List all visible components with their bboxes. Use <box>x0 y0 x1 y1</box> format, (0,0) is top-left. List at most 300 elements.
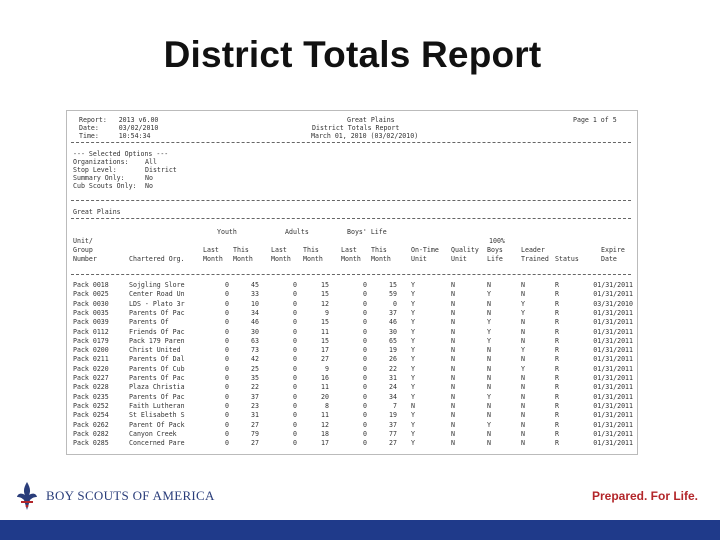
table-cell: 03/31/2010 <box>593 299 633 308</box>
table-cell: 59 <box>389 290 397 299</box>
table-cell: N <box>451 299 455 308</box>
table-cell: 15 <box>321 336 329 345</box>
table-cell: 77 <box>389 429 397 438</box>
table-cell: 0 <box>225 392 229 401</box>
table-cell: 01/31/2011 <box>593 290 633 299</box>
table-cell: Pack 0025 <box>73 290 109 299</box>
table-cell: 0 <box>225 318 229 327</box>
table-cell: 25 <box>251 364 259 373</box>
table-cell: LDS - Plato 3r <box>129 299 185 308</box>
column-header: Month <box>303 255 323 263</box>
table-cell: 0 <box>293 374 297 382</box>
table-cell: 10 <box>251 299 259 308</box>
table-cell: N <box>521 355 525 364</box>
table-cell: N <box>451 401 455 410</box>
table-cell: 0 <box>225 336 229 345</box>
table-cell: Pack 0200 <box>73 346 109 355</box>
report-header-center-3: March 01, 2010 (03/02/2010) <box>311 132 419 140</box>
table-cell: 11 <box>321 383 329 392</box>
table-cell: 18 <box>321 429 329 438</box>
table-cell: 01/31/2011 <box>593 411 633 420</box>
table-cell: 45 <box>251 281 259 289</box>
table-cell: 0 <box>363 318 367 327</box>
column-header: Trained <box>521 255 549 263</box>
table-cell: 0 <box>363 401 367 410</box>
table-cell: Parents Of <box>129 318 169 327</box>
table-cell: Y <box>487 392 491 401</box>
option-value: All <box>145 158 157 166</box>
table-cell: N <box>487 281 491 289</box>
table-cell: 79 <box>251 429 259 438</box>
table-cell: Pack 0030 <box>73 299 109 308</box>
table-cell: 01/31/2011 <box>593 318 633 327</box>
column-header: Last <box>203 246 219 254</box>
table-cell: Y <box>411 355 415 364</box>
table-cell: 0 <box>363 392 367 401</box>
table-cell: Y <box>411 439 415 448</box>
table-cell: 01/31/2011 <box>593 346 633 355</box>
table-cell: 0 <box>293 392 297 401</box>
table-cell: Pack 0285 <box>73 439 109 448</box>
bottom-bar <box>0 520 720 540</box>
table-cell: N <box>451 327 455 336</box>
table-cell: N <box>451 392 455 401</box>
table-cell: 23 <box>251 401 259 410</box>
table-cell: Y <box>487 318 491 327</box>
table-cell: 31 <box>389 374 397 382</box>
table-cell: 7 <box>393 401 397 410</box>
slide-title: District Totals Report <box>163 34 542 75</box>
table-cell: Y <box>411 420 415 429</box>
table-cell: R <box>555 355 559 364</box>
table-cell: Y <box>411 411 415 420</box>
table-cell: Y <box>521 308 525 317</box>
divider <box>71 200 631 201</box>
table-cell: Parents Of Pac <box>129 392 185 401</box>
column-header: Boys <box>487 246 503 254</box>
table-cell: 0 <box>225 327 229 336</box>
table-cell: R <box>555 336 559 345</box>
table-cell: R <box>555 290 559 299</box>
table-cell: Canyon Creek <box>129 429 177 438</box>
table-cell: Faith Lutheran <box>129 401 185 410</box>
table-cell: 0 <box>363 299 367 308</box>
table-cell: Pack 0220 <box>73 364 109 373</box>
table-cell: Parents Of Pac <box>129 374 185 382</box>
table-cell: N <box>487 299 491 308</box>
divider <box>71 274 631 275</box>
divider <box>71 218 631 219</box>
table-cell: Christ United <box>129 346 181 355</box>
table-cell: 0 <box>293 346 297 355</box>
option-label: Stop Level: <box>73 166 117 174</box>
column-header: Group <box>73 246 93 254</box>
divider <box>71 142 631 143</box>
table-cell: N <box>451 336 455 345</box>
table-cell: Parents Of Cub <box>129 364 185 373</box>
table-cell: 0 <box>363 383 367 392</box>
table-cell: Pack 0112 <box>73 327 109 336</box>
table-cell: R <box>555 318 559 327</box>
table-cell: N <box>487 383 491 392</box>
table-cell: N <box>521 429 525 438</box>
table-cell: 24 <box>389 383 397 392</box>
table-cell: 12 <box>321 420 329 429</box>
table-cell: 0 <box>225 401 229 410</box>
table-cell: 27 <box>251 439 259 448</box>
table-cell: N <box>451 281 455 289</box>
table-cell: 34 <box>389 392 397 401</box>
column-header: This <box>233 246 249 254</box>
table-cell: 01/31/2011 <box>593 281 633 289</box>
table-cell: 16 <box>321 374 329 382</box>
table-cell: Pack 0252 <box>73 401 109 410</box>
table-cell: N <box>487 364 491 373</box>
option-value: No <box>145 174 153 182</box>
table-cell: R <box>555 439 559 448</box>
table-cell: Y <box>411 392 415 401</box>
table-cell: 0 <box>293 429 297 438</box>
table-cell: 0 <box>293 420 297 429</box>
table-cell: 0 <box>363 281 367 289</box>
table-cell: 19 <box>389 346 397 355</box>
table-cell: 0 <box>363 439 367 448</box>
table-cell: N <box>521 336 525 345</box>
table-cell: Y <box>411 281 415 289</box>
table-cell: 0 <box>363 420 367 429</box>
table-cell: 27 <box>251 420 259 429</box>
table-cell: R <box>555 429 559 438</box>
table-cell: 01/31/2011 <box>593 355 633 364</box>
table-cell: N <box>487 374 491 382</box>
column-header: Status <box>555 255 579 263</box>
table-cell: 37 <box>389 308 397 317</box>
table-cell: R <box>555 327 559 336</box>
table-cell: Y <box>521 299 525 308</box>
table-cell: 73 <box>251 346 259 355</box>
table-cell: N <box>451 290 455 299</box>
table-cell: 0 <box>225 281 229 289</box>
table-cell: 65 <box>389 336 397 345</box>
table-cell: Pack 0035 <box>73 308 109 317</box>
table-cell: Parents Of Pac <box>129 308 185 317</box>
table-cell: 0 <box>363 308 367 317</box>
table-cell: N <box>451 374 455 382</box>
table-cell: Center Road Un <box>129 290 185 299</box>
table-cell: 0 <box>293 401 297 410</box>
table-cell: 0 <box>363 429 367 438</box>
selected-options-title: --- Selected Options --- <box>73 150 169 158</box>
option-label: Cub Scouts Only: <box>73 182 137 190</box>
table-cell: Parent Of Pack <box>129 420 185 429</box>
column-header: Unit <box>411 255 427 263</box>
table-cell: Pack 0018 <box>73 281 109 289</box>
report-header-left-3: Time: 10:54:34 <box>79 132 151 140</box>
table-cell: Pack 0179 <box>73 336 109 345</box>
table-cell: 63 <box>251 336 259 345</box>
column-header: Month <box>341 255 361 263</box>
option-value: District <box>145 166 177 174</box>
table-cell: 12 <box>321 299 329 308</box>
group-header-youth: Youth <box>217 228 237 236</box>
column-header: This <box>371 246 387 254</box>
column-header: Quality <box>451 246 479 254</box>
bsa-fleur-de-lis-icon <box>14 481 40 511</box>
table-cell: 22 <box>251 383 259 392</box>
table-cell: 0 <box>293 439 297 448</box>
table-cell: 01/31/2011 <box>593 392 633 401</box>
table-cell: N <box>451 308 455 317</box>
table-cell: 0 <box>225 429 229 438</box>
council-name: Great Plains <box>73 208 121 216</box>
table-cell: 8 <box>325 401 329 410</box>
table-cell: R <box>555 281 559 289</box>
table-cell: 0 <box>225 439 229 448</box>
table-cell: 0 <box>363 355 367 364</box>
table-cell: 0 <box>225 308 229 317</box>
group-header-adults: Adults <box>285 228 309 236</box>
table-cell: Parents Of Dal <box>129 355 185 364</box>
table-cell: 0 <box>225 346 229 355</box>
table-cell: 0 <box>363 346 367 355</box>
table-cell: 0 <box>293 364 297 373</box>
table-cell: N <box>521 439 525 448</box>
table-cell: R <box>555 383 559 392</box>
table-cell: St Elisabeth S <box>129 411 185 420</box>
group-header-boys-life: Boys' Life <box>347 228 387 236</box>
table-cell: 19 <box>389 411 397 420</box>
table-cell: 35 <box>251 374 259 382</box>
table-cell: Y <box>487 420 491 429</box>
report-header-center-2: District Totals Report <box>312 124 400 132</box>
column-header: Chartered Org. <box>129 255 185 263</box>
option-label: Organizations: <box>73 158 129 166</box>
table-cell: 0 <box>293 327 297 336</box>
table-cell: 33 <box>251 290 259 299</box>
table-cell: N <box>487 308 491 317</box>
table-cell: 0 <box>225 411 229 420</box>
table-cell: Y <box>411 374 415 382</box>
column-header: This <box>303 246 319 254</box>
table-cell: 0 <box>225 383 229 392</box>
table-cell: Concerned Pare <box>129 439 185 448</box>
table-cell: 0 <box>293 355 297 364</box>
table-cell: N <box>451 318 455 327</box>
table-cell: Y <box>411 429 415 438</box>
tagline: Prepared. For Life. <box>591 489 698 503</box>
table-cell: N <box>451 429 455 438</box>
table-cell: Plaza Christia <box>129 383 185 392</box>
table-cell: 01/31/2011 <box>593 401 633 410</box>
table-cell: R <box>555 401 559 410</box>
table-cell: R <box>555 346 559 355</box>
table-cell: 15 <box>321 318 329 327</box>
table-cell: 0 <box>293 383 297 392</box>
table-cell: Y <box>487 327 491 336</box>
table-cell: Y <box>411 364 415 373</box>
table-cell: 42 <box>251 355 259 364</box>
table-cell: Pack 0235 <box>73 392 109 401</box>
table-cell: 0 <box>293 308 297 317</box>
table-cell: 0 <box>293 290 297 299</box>
table-cell: R <box>555 364 559 373</box>
column-header: Month <box>233 255 253 263</box>
table-cell: 30 <box>251 327 259 336</box>
table-cell: 01/31/2011 <box>593 364 633 373</box>
table-cell: Friends Of Pac <box>129 327 185 336</box>
column-header: Expire <box>601 246 625 254</box>
table-cell: 01/31/2011 <box>593 439 633 448</box>
table-cell: 9 <box>325 364 329 373</box>
table-cell: 20 <box>321 392 329 401</box>
report-header-left-2: Date: 03/02/2010 <box>79 124 159 132</box>
table-cell: Y <box>521 346 525 355</box>
table-cell: Pack 0228 <box>73 383 109 392</box>
table-cell: R <box>555 308 559 317</box>
table-cell: 0 <box>293 411 297 420</box>
column-header: Date <box>601 255 617 263</box>
table-cell: N <box>521 327 525 336</box>
column-header: Month <box>271 255 291 263</box>
table-cell: N <box>521 383 525 392</box>
column-header: On-Time <box>411 246 439 254</box>
table-cell: Y <box>411 383 415 392</box>
column-header: Number <box>73 255 97 263</box>
table-cell: Pack 0211 <box>73 355 109 364</box>
table-cell: 26 <box>389 355 397 364</box>
table-cell: Y <box>487 336 491 345</box>
table-cell: 0 <box>363 374 367 382</box>
table-cell: N <box>451 411 455 420</box>
column-header: Month <box>371 255 391 263</box>
table-cell: N <box>521 401 525 410</box>
table-cell: 01/31/2011 <box>593 336 633 345</box>
table-cell: Y <box>411 327 415 336</box>
table-cell: R <box>555 374 559 382</box>
table-cell: Y <box>411 318 415 327</box>
table-cell: 0 <box>363 327 367 336</box>
table-cell: N <box>521 411 525 420</box>
table-cell: Pack 0262 <box>73 420 109 429</box>
table-cell: N <box>451 383 455 392</box>
table-cell: 22 <box>389 364 397 373</box>
table-cell: Y <box>411 346 415 355</box>
table-cell: N <box>521 290 525 299</box>
table-cell: 01/31/2011 <box>593 327 633 336</box>
table-cell: 01/31/2011 <box>593 374 633 382</box>
table-cell: N <box>451 355 455 364</box>
table-cell: Y <box>411 299 415 308</box>
table-cell: 01/31/2011 <box>593 308 633 317</box>
table-cell: N <box>487 411 491 420</box>
table-cell: 0 <box>225 374 229 382</box>
table-cell: R <box>555 392 559 401</box>
table-cell: 15 <box>321 290 329 299</box>
table-cell: 0 <box>293 318 297 327</box>
table-cell: 37 <box>389 420 397 429</box>
table-cell: N <box>487 355 491 364</box>
table-cell: 01/31/2011 <box>593 420 633 429</box>
table-cell: N <box>411 401 415 410</box>
report-image <box>66 110 638 455</box>
table-cell: 0 <box>363 336 367 345</box>
table-cell: 46 <box>389 318 397 327</box>
table-cell: Y <box>487 290 491 299</box>
table-cell: Y <box>521 364 525 373</box>
table-cell: 0 <box>393 299 397 308</box>
table-cell: 30 <box>389 327 397 336</box>
table-cell: N <box>521 318 525 327</box>
table-cell: Pack 0039 <box>73 318 109 327</box>
organization-name: BOY SCOUTS OF AMERICA <box>46 488 215 503</box>
table-cell: 17 <box>321 439 329 448</box>
table-cell: Y <box>411 308 415 317</box>
group-header-pct: 100% <box>489 237 505 245</box>
table-cell: 37 <box>251 392 259 401</box>
table-cell: 0 <box>225 364 229 373</box>
column-header: Leader <box>521 246 545 254</box>
table-cell: 34 <box>251 308 259 317</box>
table-cell: N <box>451 346 455 355</box>
table-cell: 0 <box>225 299 229 308</box>
table-cell: 0 <box>363 411 367 420</box>
report-header-center-1: Great Plains <box>347 116 395 124</box>
table-cell: N <box>487 439 491 448</box>
table-cell: 0 <box>293 281 297 289</box>
table-cell: Sojgling Slore <box>129 281 185 289</box>
table-cell: Pack 0282 <box>73 429 109 438</box>
table-cell: 0 <box>363 290 367 299</box>
column-header: Unit <box>451 255 467 263</box>
table-cell: R <box>555 299 559 308</box>
table-cell: 31 <box>251 411 259 420</box>
table-cell: N <box>521 374 525 382</box>
table-cell: N <box>521 392 525 401</box>
table-cell: N <box>487 346 491 355</box>
table-cell: 11 <box>321 411 329 420</box>
table-cell: R <box>555 411 559 420</box>
table-cell: 0 <box>363 364 367 373</box>
table-cell: 9 <box>325 308 329 317</box>
table-cell: 01/31/2011 <box>593 429 633 438</box>
table-cell: 27 <box>389 439 397 448</box>
table-cell: N <box>487 429 491 438</box>
table-cell: N <box>521 420 525 429</box>
table-cell: 15 <box>321 281 329 289</box>
option-label: Summary Only: <box>73 174 125 182</box>
column-header: Life <box>487 255 503 263</box>
column-header: Last <box>271 246 287 254</box>
table-cell: N <box>451 439 455 448</box>
table-cell: 46 <box>251 318 259 327</box>
column-header: Unit/ <box>73 237 93 245</box>
table-cell: 0 <box>293 336 297 345</box>
table-cell: R <box>555 420 559 429</box>
table-cell: 0 <box>225 420 229 429</box>
option-value: No <box>145 182 153 190</box>
table-cell: 27 <box>321 355 329 364</box>
table-cell: 0 <box>293 299 297 308</box>
column-header: Month <box>203 255 223 263</box>
report-header-left-1: Report: 2013 v6.00 <box>79 116 159 124</box>
table-cell: Y <box>411 336 415 345</box>
table-cell: 15 <box>389 281 397 289</box>
table-cell: N <box>521 281 525 289</box>
table-cell: N <box>451 364 455 373</box>
table-cell: Pack 0227 <box>73 374 109 382</box>
table-cell: Pack 179 Paren <box>129 336 185 345</box>
column-header: Last <box>341 246 357 254</box>
